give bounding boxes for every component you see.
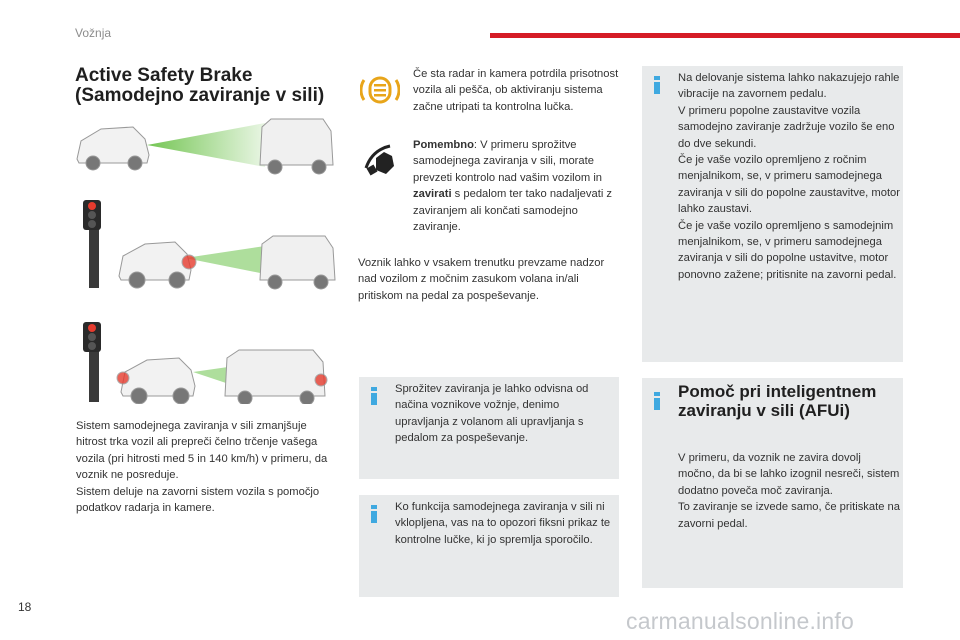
watermark: carmanualsonline.info: [626, 608, 854, 634]
illustration-car-following-van: [75, 115, 337, 177]
illustration-emergency-braking: [75, 318, 337, 404]
info-icon: [371, 387, 377, 405]
car-icon: [77, 127, 149, 170]
info-box-driving-style-text: Sprožitev zaviranja je lahko odvisna od načina voznikove vožnje, denimo upravljanja z volanom ali upravljanja s pedalom za pospeševanje.: [395, 383, 589, 445]
title-line-2: (Samodejno zaviranje v sili): [75, 85, 325, 106]
important-label: Pomembno: [413, 139, 474, 151]
traffic-light-icon: [83, 200, 101, 288]
driver-override-text: Voznik lahko v vsakem trenutku prevzame nadzor nad vozilom z močnim zasukom volana in/ali pritiskom na pedal za pospeševanje.: [358, 257, 605, 302]
van-icon: [225, 350, 327, 404]
info-icon: [371, 505, 377, 523]
afui-box: [642, 378, 903, 588]
important-text-2: s pedalom ter tako nadaljevati z zaviranjem ali končati samodejno zaviranje.: [413, 188, 613, 234]
brake-warning-lamp-icon: [360, 70, 400, 110]
page-title: [75, 66, 355, 106]
system-description: Sistem samodejnega zaviranja v sili zmanjšuje hitrost trka vozil ali prepreči čelno trčenje vašega vozila (pri hitrosti med 5 in 140 km/h) v primeru, da voznik ne posreduje. Sistem deluje na zavorni sistem vozila s pomočjo podatkov radarja in kamere.: [76, 420, 328, 515]
radar-beam: [185, 246, 265, 274]
info-box-operation-text: Na delovanje sistema lahko nakazujejo rahle vibracije na zavornem pedalu. V primeru popolne zaustavitve vozila samodejno zaviranje zadržuje vozilo še eno do dve sekundi. Če je vaše vozilo opremljeno z ročnim menjalnikom, se, v primeru samodejnega zaviranja v sili do popolne zaustavitve, motor lahko zaustavi. Če je vaše vozilo opremljeno s samodejnim menjalnikom, se, v primeru samodejnega zaviranja v sili do popolne ustavitve, motor ponovno zažene; pritisnite na zavorni pedal.: [678, 72, 900, 281]
important-note: [413, 137, 625, 235]
van-icon: [260, 236, 335, 289]
radar-beam: [147, 123, 265, 167]
car-icon: [119, 242, 196, 288]
traffic-light-icon: [83, 322, 101, 402]
info-box-operation: [642, 66, 903, 362]
page-number: 18: [18, 600, 32, 614]
important-text-1: : V primeru sprožitve samodejnega zaviranja v sili, morate prevzeti kontrolo nad vašim vozilom in: [413, 139, 603, 184]
important-keyword-brake: zavirati: [413, 188, 452, 201]
section-header: Vožnja: [75, 26, 112, 40]
info-box-driving-style: [359, 377, 619, 479]
info-icon: [654, 76, 660, 94]
title-line-1: Active Safety Brake: [75, 65, 253, 86]
info-box-function-off-text: Ko funkcija samodejnega zaviranja v sili ni vklopljena, vas na to opozori fiksni prikaz te kontrolne lučke, ki jo spremlja sporočilo.: [395, 501, 611, 546]
info-box-function-off: [359, 495, 619, 597]
header-red-rule: [490, 33, 960, 38]
afui-title: Pomoč pri inteligentnem zaviranju v sili (AFUi): [678, 382, 877, 420]
afui-text: V primeru, da voznik ne zavira dovolj močno, da bi se lahko izognil nesreči, sistem dodatno poveča moč zaviranja. To zaviranje se izvede samo, če pritiskate na zavorni pedal.: [678, 452, 900, 530]
car-icon: [117, 358, 195, 404]
van-icon: [260, 119, 333, 174]
illustration-brake-warning: [75, 196, 337, 291]
hand-on-wheel-icon: [362, 140, 400, 178]
info-icon: [654, 392, 660, 410]
warning-lamp-text: Če sta radar in kamera potrdila prisotnost vozila ali pešča, ob aktiviranju sistema začne utripati ta kontrolna lučka.: [413, 68, 619, 113]
